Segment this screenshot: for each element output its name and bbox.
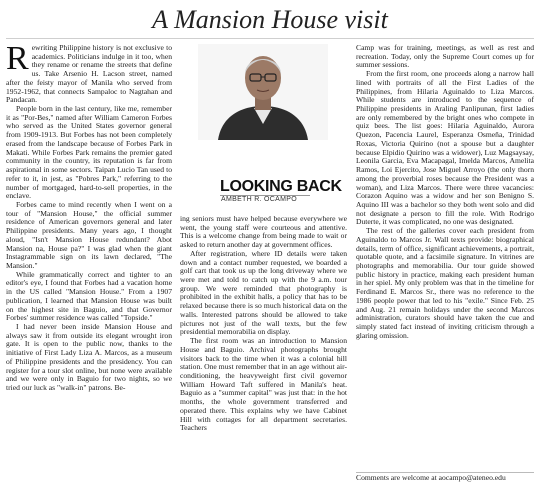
headline-divider	[6, 38, 534, 39]
paragraph: From the first room, one proceeds along a narrow hall lined with portraits of all the First Ladies of the Philippines, from Hilaria Aguinaldo to Liza Marcos. While students are introduced to the sequence of Philippine presidents in Araling Panlipunan, first ladies are only remembered by the bright ones who compete in quiz bees. The list goes: Hilaria Aguinaldo, Aurora Quezon, Pacencia Laurel, Esperanza Osmeña, Trinidad Roxas, Victoria Quirino (not a spouse but a daughter because Elpidio Quirino was a widower), Luz Magsaysay, Leonila Garcia, Eva Macapagal, Imelda Marcos, Amelita Ramos, Loi Ejercito, Jose Miguel Arroyo (the only thorn among the proverbial roses because the President was a woman), and Liza Marcos. There were three vacancies: Corazon Aquino was a widow and her son Benigno S. Aquino III was a bachelor so they both went solo and did not designate a person to fill the role. With Rodrigo Duterte, it was complicated, no one was designated.	[356, 69, 534, 227]
headline: A Mansion House visit	[152, 5, 388, 34]
paragraph: The rest of the galleries cover each president from Aguinaldo to Marcos Jr. Wall texts provide: biographical details, term of office, significant achievements, a portrait, quotable quote, and a facsimile signature. In vitrines are photographs and memorabilia. Our tour guide showed public history in practice, making each president human in her spiel. My only problem was that in the timeline for Ferdinand E. Marcos Sr., there was no reference to the 1986 people power that led to his "exile." Since Feb. 25 and Aug. 21 remain holidays under the second Marcos administration, curators should have taken the cue and simply stated fact instead of inviting criticism through a glaring omission.	[356, 226, 534, 340]
column-name: LOOKING BACK	[220, 178, 342, 195]
paragraph: Forbes came to mind recently when I went on a tour of "Mansion House," the official summer residence of American governors general and later Philippine presidents. Many years ago, I thought aloud, "Isn't Mansion House redundant? Abot Mansion na, House pa?" I was glad when the giant Instagrammable sign on its lawn declared, "The Mansion."	[6, 199, 172, 270]
paragraph: Rewriting Philippine history is not exclusive to academics. Politicians indulge in it too, when they rename or rename the streets that define us. Take Arsenio H. Lacson street, named after the feisty mayor of Manila who served from 1952-1962, that connects Sampaloc to Nagtahan and Pandacan.	[6, 40, 172, 105]
paragraph: The first room was an introduction to Mansion House and Baguio. Archival photographs brought visitors back to the time when it was a colonial hill station. One must remember that in an age without air-conditioning, the heavyweight first civil governor William Howard Taft suffered in Manila's heat. Baguio as a "summer capital" was just that: in the hot months, the whole government transferred and operated there. This explains why we have Cabinet Hill with cottages for all department secretaries. Teachers	[180, 336, 347, 433]
article-column-1	[6, 40, 172, 393]
paragraph: After registration, where ID details were taken down and a contact number requested, we boarded a golf cart that took us up the long driveway where we were met and told to catch up with the 9 a.m. tour group. We were reminded that photography is prohibited in the exhibit halls, a policy that has to be relaxed because there is so much historical data on the walls. Interested patrons should be allowed to take pictures not just of the wall texts, but the few presidential memorabilia on display.	[180, 248, 347, 337]
author-byline: AMBETH R. OCAMPO	[221, 196, 297, 203]
paragraph: People born in the last century, like me, remember it as "Por-Bes," named after William Cameron Forbes who served as the United States governor general from 1909-1913. But Forbes has not been completely erased from the landscape because of Forbes Park in Makati. While Forbes Park remains the premier gated community in the country, its reputation is far from aspirational in some sectors. Taipan Lucio Tan used to refer to it, in jest, as "Pobres Park," referring to the number of mortgaged, hard-to-sell properties, in the enclave.	[6, 104, 172, 201]
paragraph: While grammatically correct and tighter to an editor's eye, I found that Forbes had a vacation home in the US called "Mansion House." From a 1907 publication, I learned that Mansion House was built on the highest site in Baguio, and that Governor Forbes' summer residence was called "Topside."	[6, 269, 172, 323]
column-header	[180, 44, 347, 210]
drop-cap: R	[6, 40, 29, 77]
author-photo	[198, 44, 328, 140]
paragraph: Camp was for training, meetings, as well as rest and recreation. Today, only the Supreme Court comes up for summer sessions.	[356, 43, 534, 70]
comments-note: Comments are welcome at aocampo@ateneo.edu	[356, 473, 506, 482]
article-column-2	[180, 215, 347, 433]
paragraph: I had never been inside Mansion House and always saw it from outside its elegant wrought iron gate. It is open to the public now, thanks to the initiative of First Lady Liza A. Marcos, as a museum of Philippine presidents and the presidency. You can register for a tour slot online, but none were available and we were only in Baguio for two nights, so we tried our luck as "walk-in" patrons. Be-	[6, 322, 172, 393]
article-column-3	[356, 44, 534, 340]
paragraph: ing seniors must have helped because everywhere we went, the young staff were courteous and attentive. This is a welcome change from being made to wait or asked to return another day at government offices.	[180, 214, 347, 250]
